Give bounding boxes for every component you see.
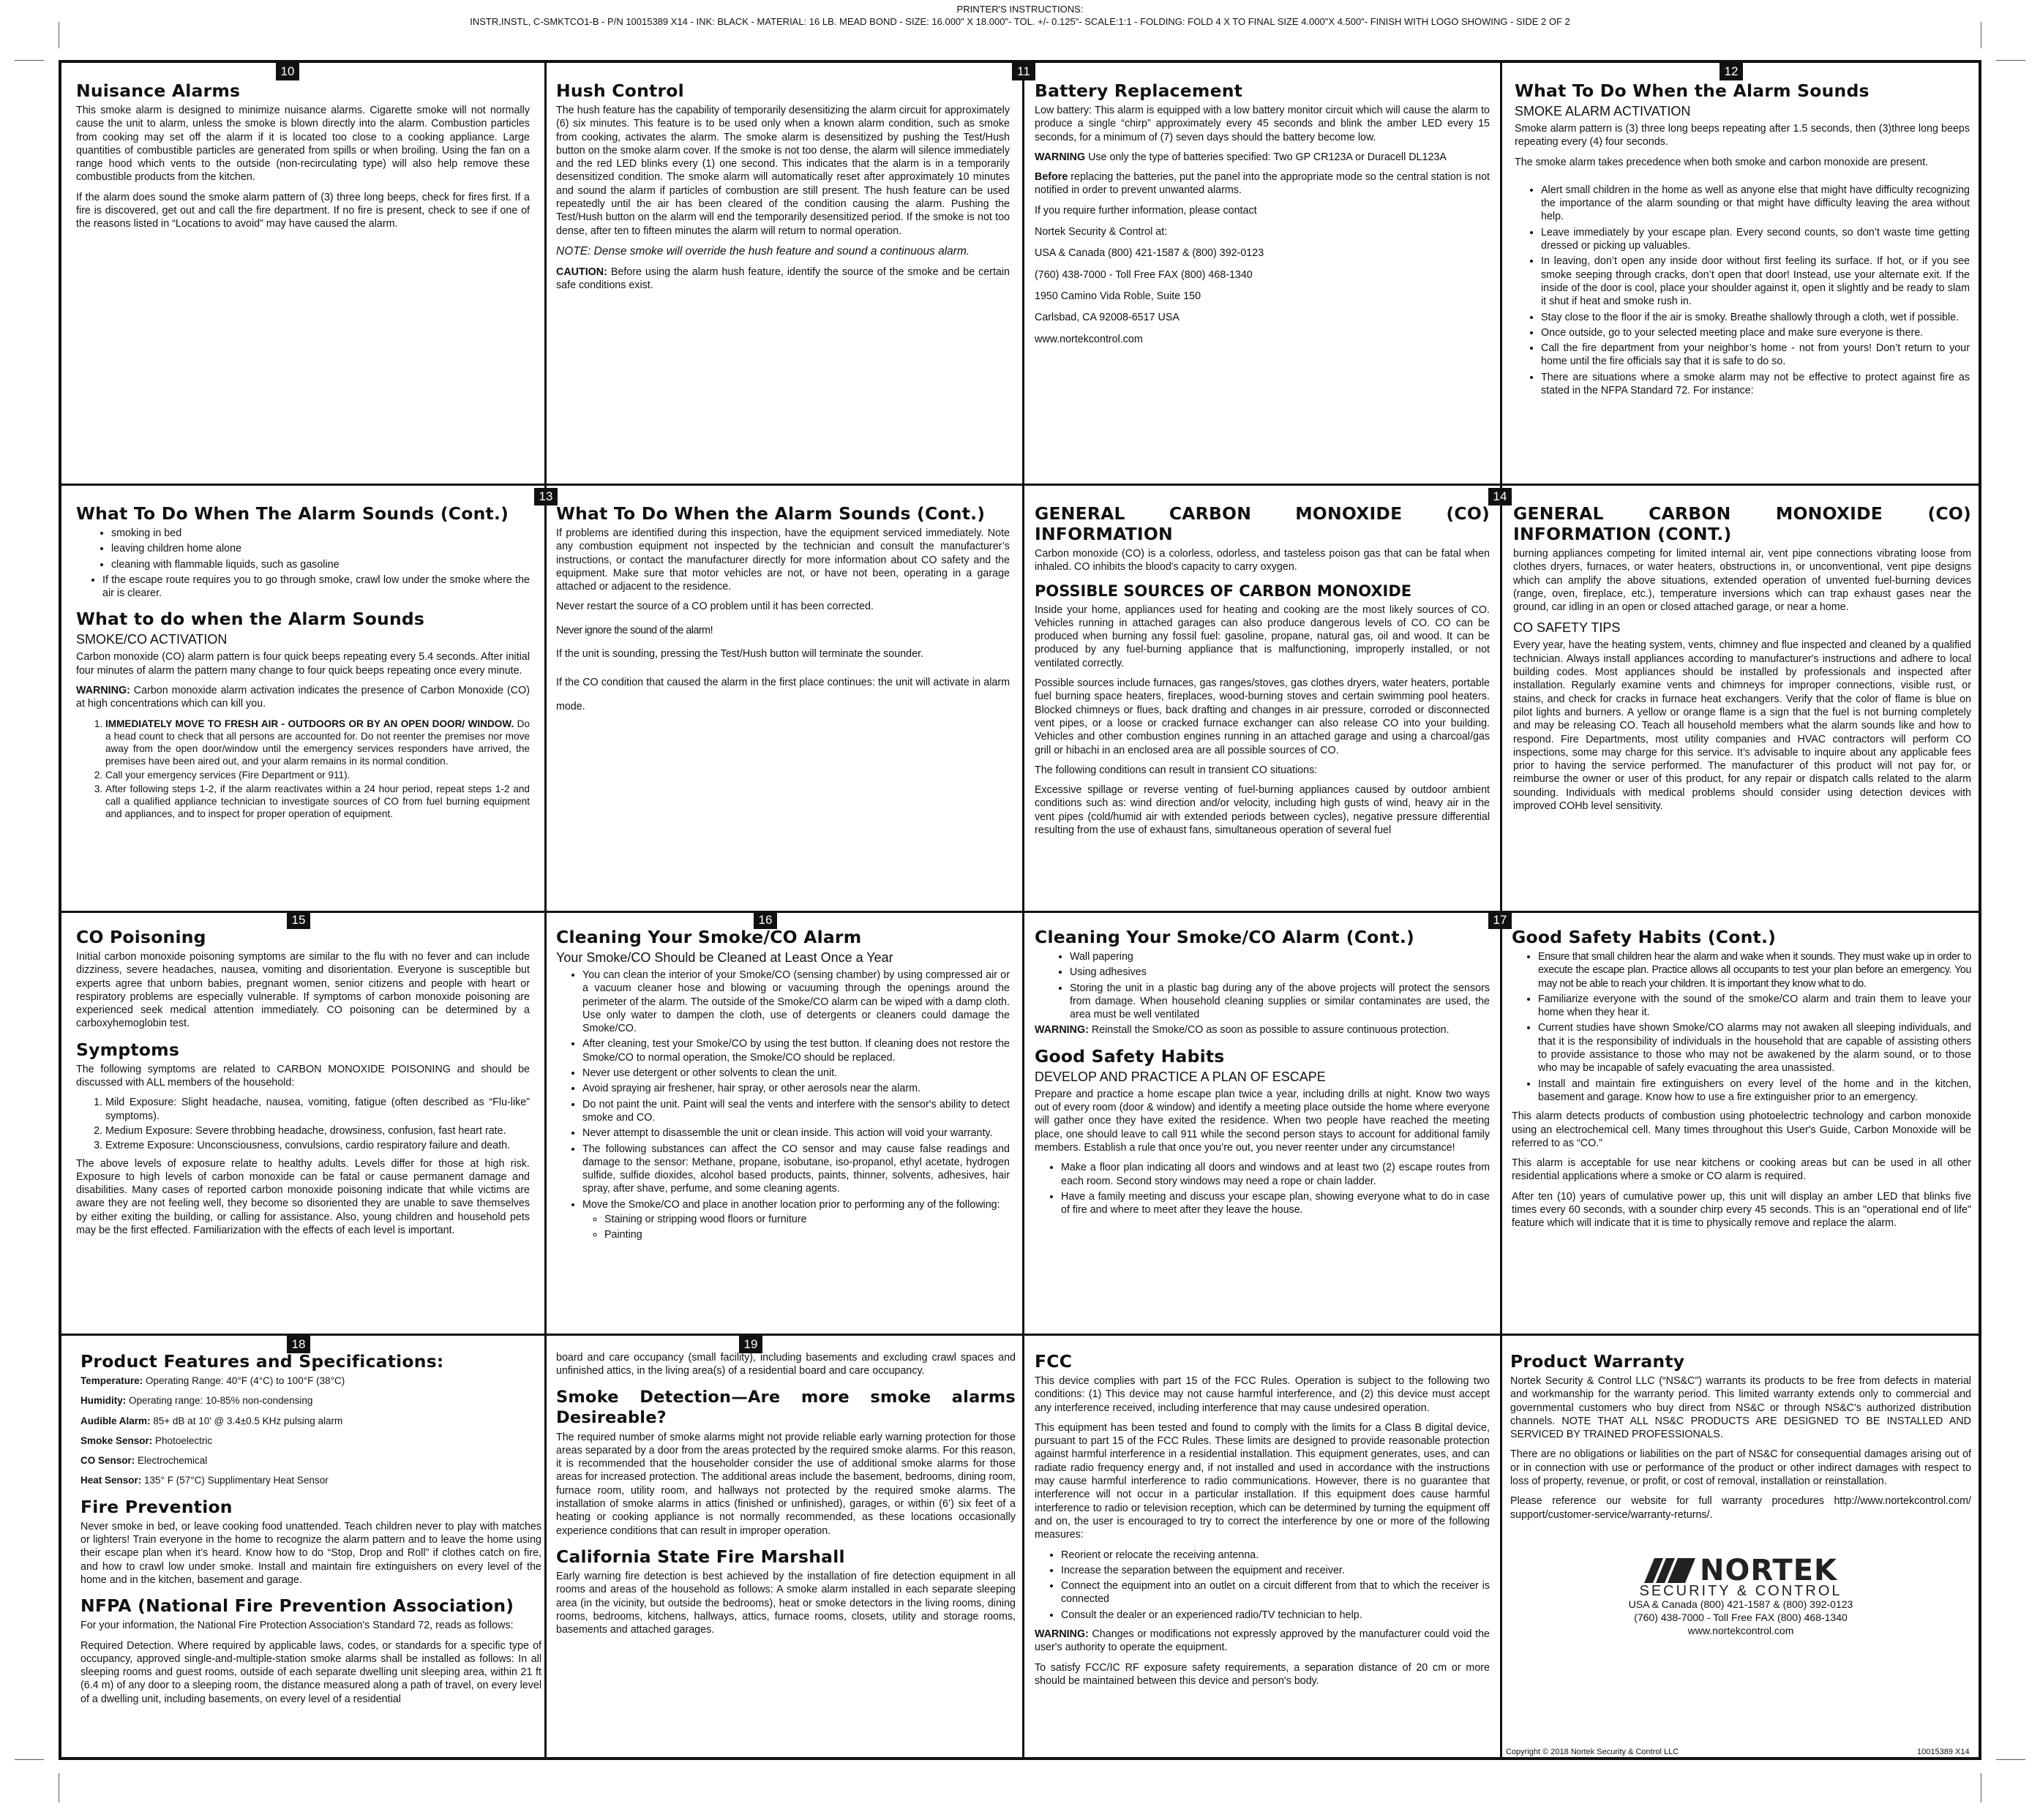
paragraph: Low battery: This alarm is equipped with a low battery monitor circuit which will cause the alarm to produce a single “chirp” approximately every 45 seconds and blink the amber LED every 15 seconds, for a minimum of (7) seven days should the battery become low. [1035, 105, 1490, 143]
page-number: 13 [534, 488, 558, 505]
subtitle: CO SAFETY TIPS [1513, 620, 1621, 636]
panel-co-information-cont [1513, 503, 1971, 906]
list-item: • You can clean the interior of your Smoke/CO (sensing chamber) by using compressed air or a vacuum cleaner hose and blowing or vacuuming through the openings around the perimeter of the alarm. The outside of the Smoke/CO alarm can be wiped with a damp cloth. Use only water to dampen the cloth, use of detergents or cleaners could damage the Smoke/CO. [582, 969, 1010, 1035]
page-number: 15 [287, 911, 310, 929]
warning [1035, 1628, 1490, 1655]
list-item: • Familiarize everyone with the sound of the smoke/CO alarm and train them to leave your home when they hear it. [1538, 993, 1971, 1020]
list-item: • Connect the equipment into an outlet on a circuit different from that to which the receiver is connected [1061, 1579, 1490, 1606]
bullet-list [1035, 950, 1490, 1021]
paragraph: This smoke alarm is designed to minimize nuisance alarms. Cigarette smoke will not normally cause the unit to alarm, unless the smoke is blown directly into the alarm. Combustion particles from cooking may set off the alarm if it is located too close to a cooking appliance. Large quantities of combustible particles are generated from spills or when broiling. Using the fan on a range hood which vents to the outside (non-recirculating type) will also help remove these combustible products from the kitchen. [76, 105, 530, 184]
section-title: Cleaning Your Smoke/CO Alarm (Cont.) [1035, 927, 1414, 947]
divider [61, 484, 1979, 486]
section-title: FCC [1035, 1351, 1073, 1372]
list-item: • After cleaning, test your Smoke/CO by using the test button. If cleaning does not restore the Smoke/CO to normal operation, the Smoke/CO should be replaced. [582, 1037, 1010, 1064]
list-item [105, 718, 530, 767]
page-number: 11 [1012, 63, 1035, 80]
spec-label: Audible Alarm: [80, 1415, 151, 1426]
list-item: 3. Extreme Exposure: Unconsciousness, convulsions, cardio respiratory failure and death. [105, 1139, 530, 1152]
panel-alarm-sounds-cont-2 [556, 503, 1010, 906]
paragraph: Possible sources include furnaces, gas ranges/stoves, gas clothes dryers, water heaters, portable fuel burning space heaters, fireplaces, wood-burning stoves and certain swimming pool heaters. Blocked chimneys or flues, back drafting and changes in air pressure, corroded or disconnected vent pipes, or a loose or cracked furnace exchanger can also release CO into your building. Vehicles and other combustion engines running in an attached garage and using a charcoal/gas grill or hibachi in an enclosed area are all possible sources of CO. [1035, 677, 1490, 756]
paragraph: If the CO condition that caused the alarm in the first place continues: the unit will activate in alarm mode. [556, 677, 1010, 713]
panel-alarm-sounds [1515, 80, 1970, 479]
paragraph: Never ignore the sound of the alarm! [556, 624, 713, 636]
paragraph: Excessive spillage or reverse venting of fuel-burning appliances caused by outdoor ambient conditions such as: wind direction and/or velocity, including high gusts of wind, heavy air in the vent pipes (cold/humid air with extended periods between cycles), negative pressure differential resulting from the use of exhaust fans, simultaneous operation of several fuel [1035, 784, 1490, 837]
spec-row [80, 1434, 541, 1448]
list-item: • Call the fire department from your neighbor’s home - not from yours! Don’t return to your home until the fire officials say that it is safe to do so. [1541, 342, 1970, 369]
list-item: • Leave immediately by your escape plan. Every second counts, so don’t waste time getting dressed or picking up valuables. [1541, 226, 1970, 253]
paragraph: The required number of smoke alarms might not provide reliable early warning protection for those areas separated by a door from the areas protected by the required smoke alarms. For this reason, it is recommended that the householder consider the use of additional smoke alarms for those areas for increased protection. The additional areas include the basement, bedrooms, dining room, furnace room, utility room, and hallways not protected by the required smoke alarms. The installation of smoke alarms in attics (finished or unfinished), garages, or within (6’) six feet of a heating or cooking appliance is not normally recommended, as these locations occasionally experience conditions that can result in improper operation. [556, 1431, 1016, 1537]
company: Nortek Security & Control at: [1035, 226, 1168, 238]
list-item: • Alert small children in the home as well as anyone else that might have difficulty recognizing the importance of the alarm sounding or that might have difficulty leaving the area without help. [1541, 184, 1970, 224]
crop-mark [15, 60, 44, 61]
page-number: 10 [276, 63, 299, 80]
list-item: • In leaving, don’t open any inside door without first feeling its surface. If hot, or if you see smoke seeping through cracks, don’t open that door! Instead, use your alternate exit. If the inside of the door is cool, place your shoulder against it, open it slightly and be ready to slam it shut if heat and smoke rush in. [1541, 255, 1970, 308]
paragraph: For your information, the National Fire Protection Association's Standard 72, reads as follows: [80, 1620, 514, 1632]
paragraph: Nortek Security & Control LLC (“NS&C”) warrants its products to be free from defects in material and workmanship for the warranty period. This limited warranty extends only to commercial and governmental customers who buy direct from NS&C or through NS&C's authorized distribution channels. NOTE THAT ALL NS&C PRODUCTS ARE DESIGNED TO BE INSTALLED AND SERVICED BY TRAINED PROFESSIONALS. [1510, 1375, 1971, 1441]
list-item: • smoking in bed [111, 527, 530, 540]
spec-row [80, 1415, 541, 1428]
list-item: • Do not paint the unit. Paint will seal the vents and interfere with the sensor's ability to detect smoke and CO. [582, 1098, 1010, 1125]
paragraph: This alarm is acceptable for use near kitchens or cooking areas but can be used in all other residential applications where a smoke or CO alarm is required. [1512, 1157, 1971, 1183]
paragraph: The smoke alarm takes precedence when both smoke and carbon monoxide are present. [1515, 156, 1929, 168]
page-number: 19 [739, 1336, 762, 1353]
crop-mark [1996, 60, 2025, 61]
page-number: 17 [1488, 911, 1512, 929]
paragraph: Never restart the source of a CO problem until it has been corrected. [556, 601, 874, 613]
contact-website[interactable]: www.nortekcontrol.com [1687, 1625, 1794, 1637]
subtitle: SMOKE ALARM ACTIVATION [1515, 104, 1691, 119]
page-number: 12 [1720, 63, 1743, 80]
before-text: replacing the batteries, put the panel into the appropriate mode so the central station is not notified in order to prevent unwanted alarms. [1035, 171, 1490, 197]
caution-label: CAUTION: [556, 266, 607, 278]
section-title: Battery Replacement [1035, 80, 1243, 101]
panel-product-features [80, 1351, 541, 1755]
section-title: Product Features and Specifications: [80, 1351, 444, 1372]
panel-product-warranty [1510, 1351, 1971, 1746]
section-title: What to do when the Alarm Sounds [76, 609, 425, 630]
contact-line: USA & Canada (800) 421-1587 & (800) 392-0123 [1628, 1598, 1853, 1611]
paragraph: The following symptoms are related to CARBON MONOXIDE POISONING and should be discussed with ALL members of the household: [76, 1063, 530, 1089]
section-title: What To Do When the Alarm Sounds (Cont.) [556, 503, 986, 524]
warning [1035, 151, 1490, 164]
list-item: • Once outside, go to your selected meeting place and make sure everyone is there. [1541, 326, 1970, 339]
phone: (760) 438-7000 - Toll Free FAX (800) 468-1340 [1035, 268, 1253, 281]
warning-text: Changes or modifications not expressly approved by the manufacturer could void the user's authority to operate the equipment. [1035, 1628, 1490, 1654]
spec-row [80, 1394, 541, 1407]
list-item: • Increase the separation between the equipment and receiver. [1061, 1564, 1490, 1577]
spec-value: Electrochemical [135, 1455, 208, 1467]
paragraph: This equipment has been tested and found to comply with the limits for a Class B digital device, pursuant to part 15 of the FCC Rules. These limits are designed to provide reasonable protection against harmful interference in a residential installation. This equipment generates, uses, and can radiate radio frequency energy and, if not installed and used in accordance with the instructions may cause harmful interference to radio communications. However, there is no guarantee that interference will not occur in a particular installation. If this equipment does cause harmful interference to radio or television reception, which can be determined by turning the equipment off and on, the user is encouraged to try to correct the interference by one or more of the following measures: [1035, 1421, 1490, 1541]
section-title: California State Fire Marshall [556, 1546, 845, 1567]
logo-tagline: SECURITY & CONTROL [1639, 1582, 1842, 1599]
warning [1035, 1023, 1490, 1037]
section-title: Symptoms [76, 1039, 180, 1060]
paragraph: The above levels of exposure relate to healthy adults. Levels differ for those at high risk. Exposure to high levels of carbon monoxide can be fatal or cause permanent damage and disabilities. Many cases of reported carbon monoxide poisoning indicate that while victims are aware they are not feeling well, they become so disoriented they are unable to save themselves by either exiting the building, or calling for assistance. Also, young children and household pets may be the first effected. Familiarization with the effects of each level is important. [76, 1157, 530, 1237]
panel-smoke-detection [556, 1351, 1016, 1755]
subtitle: DEVELOP AND PRACTICE A PLAN OF ESCAPE [1035, 1069, 1326, 1084]
paragraph: Every year, have the heating system, vents, chimney and flue inspected and cleaned by a qualified technician. Always install appliances according to manufacturer's instructions and adhere to local building codes. Most appliances should be installed by professionals and inspected after installation. Regularly examine vents and chimneys for improper connections, visible rust, or stains, and check for cracks in furnace heat exchangers. Verify that the color of flame is blue on pilot lights and burners. A yellow or orange flame is a sign that the fuel is not burning completely and may be releasing CO. Teach all household members what the alarm sounds like and how to respond. Fire Departments, most utility companies and HVAC contractors will perform CO inspections, some may charge for this service. It’s advisable to inquire about any applicable fees prior to having the service performed. The manufacturer of this product will not pay for, or reimburse the owner or user of this product, for any repair or dispatch calls related to the alarm sounding. Individuals with medical problems should consider using detection devices with improved COHb level sensitivity. [1513, 639, 1971, 813]
section-title: Good Safety Habits (Cont.) [1512, 927, 1777, 947]
bullet-list [1035, 1549, 1490, 1622]
list-item: • Ensure that small children hear the alarm and wake when it sounds. They must wake up in order to execute the escape plan. Practice allows all occupants to test your plan before an emergency. You may not be able to reach your children. It is important they know what to do. [1538, 950, 1971, 990]
spec-value: Photoelectric [152, 1434, 213, 1446]
subtitle: Your Smoke/CO Should be Cleaned at Least Once a Year [556, 950, 893, 965]
paragraph: If the unit is sounding, pressing the Test/Hush button will terminate the sounder. [556, 648, 924, 661]
list-item: • Reorient or relocate the receiving antenna. [1061, 1549, 1490, 1562]
subtitle: SMOKE/CO ACTIVATION [76, 632, 228, 647]
paragraph: Early warning fire detection is best achieved by the installation of fire detection equipment in all rooms and areas of the household as follows: A smoke alarm installed in each separate sleeping area (in the vicinity, but outside the bedrooms), heat or smoke detectors in the living rooms, dining rooms, bedrooms, kitchens, hallways, attics, furnace rooms, closets, utility and storage rooms, basements and attached garages. [556, 1570, 1016, 1636]
paragraph: The hush feature has the capability of temporarily desensitizing the alarm circuit for approximately (6) six minutes. This feature is to be used only when a known alarm condition, such as smoke from cooking, activates the alarm. The smoke alarm is desensitized by pushing the Test/Hush button on the smoke alarm cover. If the smoke is not too dense, the alarm will silence immediately and the red LED blinks every (1) one second. This indicates that the alarm is in a temporarily desensitized condition. The smoke alarm will automatically reset after approximately 10 minutes and sound the alarm if particles of combustion are still present. The hush feature can be used repeatedly until the air has been cleared of the condition causing the alarm. Pushing the Test/Hush button on the alarm will end the temporarily desensitized period. If the smoke is not too dense, after ten to fifteen minutes the alarm will return to normal operation. [556, 105, 1010, 237]
page-number: 14 [1488, 488, 1512, 505]
nortek-chevron-icon [1644, 1558, 1695, 1583]
list-item: • There are situations where a smoke alarm may not be effective to protect against fire as stated in the NFPA Standard 72. For instance: [1541, 371, 1970, 398]
spec-value: Operating range: 10-85% non-condensing [126, 1395, 313, 1407]
list-item: • Have a family meeting and discuss your escape plan, showing everyone what to do in case of fire and where to meet after they leave the house. [1061, 1190, 1490, 1217]
paragraph: To satisfy FCC/IC RF exposure safety requirements, a separation distance of 20 cm or more should be maintained between this device and person's body. [1035, 1661, 1490, 1687]
list-item: 3. After following steps 1-2, if the alarm reactivates within a 24 hour period, repeat steps 1-2 and call a qualified appliance technician to investigate sources of CO from fuel burning equipment and appliances, and to inspect for proper operation of equipment. [105, 783, 530, 820]
section-title: What To Do When The Alarm Sounds (Cont.) [76, 503, 509, 524]
paragraph: After ten (10) years of cumulative power up, this unit will display an amber LED that blinks five times every 60 seconds, with a sounder chirp every 45 seconds. This is an "operational end of life" feature which will indicate that it is time to physically remove and replace the alarm. [1512, 1190, 1971, 1230]
list-item: • leaving children home alone [111, 542, 530, 555]
printer-heading: PRINTER'S INSTRUCTIONS: [956, 4, 1084, 15]
numbered-list [76, 718, 530, 820]
list-item: • Never attempt to disassemble the unit or clean inside. This action will void your warranty. [582, 1127, 1010, 1140]
section-title: GENERAL CARBON MONOXIDE (CO) INFORMATION (CONT.) [1513, 503, 1971, 544]
list-item: • If the escape route requires you to go through smoke, crawl low under the smoke where the air is clearer. [102, 574, 530, 601]
paragraph: board and care occupancy (small facility), including basements and excluding crawl spaces and unfinished attics, in the living area(s) of a residential board and care occupancy. [556, 1352, 1016, 1377]
paragraph: Initial carbon monoxide poisoning symptoms are similar to the flu with no fever and can include dizziness, severe headaches, nausea, vomiting and disorientation. Everyone is susceptible but experts agree that unborn babies, pregnant women, senior citizens and people with heart or respiratory problems are especially vulnerable. If symptoms of carbon monoxide poisoning are experienced seek medical attention immediately. CO poisoning can be determined by a carboxyhemoglobin test. [76, 951, 530, 1030]
spec-row [80, 1474, 541, 1487]
bullet-list [1035, 1161, 1490, 1217]
bullet-list [76, 574, 530, 601]
warning-label: WARNING [1035, 151, 1086, 163]
spec-label: Temperature: [80, 1375, 143, 1386]
warning-text: Use only the type of batteries specified: Two GP CR123A or Duracell DL123A [1085, 151, 1447, 163]
section-title: Fire Prevention [80, 1496, 233, 1517]
logo-brand: NORTEK [1699, 1553, 1838, 1587]
list-item: • Stay close to the floor if the air is smoky. Breathe shallowly through a cloth, wet if possible. [1541, 311, 1970, 324]
note: NOTE: Dense smoke will override the hush feature and sound a continuous alarm. [556, 244, 970, 257]
part-number: 10015389 X14 [1917, 1748, 1970, 1756]
address: 1950 Camino Vida Roble, Suite 150 [1035, 290, 1201, 302]
panel-cleaning [556, 927, 1010, 1333]
website[interactable]: www.nortekcontrol.com [1035, 333, 1143, 345]
list-item: • Wall papering [1070, 950, 1490, 963]
contact-line: (760) 438-7000 - Toll Free FAX (800) 468-1340 [1634, 1612, 1848, 1624]
panel-hush-control [556, 80, 1010, 479]
logo-wordmark [1510, 1553, 1971, 1587]
paragraph: Inside your home, appliances used for heating and cooking are the most likely sources of CO. Vehicles running in attached garages can also produce dangerous levels of CO. CO can be produced when burning any fossil fuel: gasoline, propane, natural gas, oil and wood. It can be produced by any fuel-burning appliance that is malfunctioning, improperly installed, or not ventilated correctly. [1035, 603, 1490, 669]
step-bold: IMMEDIATELY MOVE TO FRESH AIR - OUTDOORS OR BY AN OPEN DOOR/ WINDOW. [105, 718, 514, 729]
warning-label: WARNING: [1035, 1024, 1089, 1037]
warning [76, 684, 530, 711]
spec-row [80, 1375, 541, 1388]
list-item: • Using adhesives [1070, 966, 1490, 979]
spec-value: 135° F (57°C) Supplimentary Heat Sensor [141, 1475, 329, 1486]
section-title: NFPA (National Fire Prevention Association) [80, 1595, 514, 1617]
section-title: Hush Control [556, 80, 684, 101]
list-item [582, 1198, 1010, 1242]
section-title: GENERAL CARBON MONOXIDE (CO) INFORMATION [1035, 503, 1490, 544]
paragraph: If the alarm does sound the smoke alarm pattern of (3) three long beeps, check for fires first. If a fire is discovered, get out and call the fire department. If no fire is present, check to see if one of the reasons listed in “Locations to avoid” may have caused the alarm. [76, 191, 530, 230]
divider [1022, 63, 1024, 1757]
panel-cleaning-cont [1035, 927, 1490, 1333]
caution [556, 266, 1010, 293]
numbered-list [76, 1096, 530, 1152]
step-text: Do a head count to check that all persons are accounted for. Do not reenter the premises nor move away from the open door/window until the emergency services responders have arrived, the premises have been aired out, and your alarm remains in its normal condition. [105, 718, 530, 767]
list-item: ◦ Staining or stripping wood floors or furniture [604, 1213, 1010, 1226]
paragraph: This alarm detects products of combustion using photoelectric technology and carbon monoxide using an electrochemical cell. Many times throughout this User's Guide, Carbon Monoxide will be referred to as “CO.” [1512, 1110, 1971, 1149]
panel-safety-habits-cont [1512, 927, 1971, 1333]
spec-value: Operating Range: 40°F (4°C) to 100°F (38°C) [143, 1375, 345, 1386]
list-item: 1. Mild Exposure: Slight headache, nausea, vomiting, fatigue (often described as “Flu-like” symptoms). [105, 1096, 530, 1123]
paragraph: If problems are identified during this inspection, have the equipment serviced immediately. Note any combustion equipment not inspected by the technician and consult the manufacturer’s instructions, or contact the manufacturer directly for more information about CO safety and the equipment. Make sure that motor vehicles are not, or have not been, operating in a garage attached or adjacent to the residence. [556, 527, 1010, 593]
warning-label: WARNING: [1035, 1628, 1089, 1641]
panel-nuisance-alarms [76, 80, 530, 479]
list-item: • Install and maintain fire extinguishers on every level of the home and in the kitchen, basement and garage. Know how to use a fire extinguisher prior to an emergency. [1538, 1078, 1971, 1105]
paragraph: The following conditions can result in transient CO situations: [1035, 764, 1318, 776]
before [1035, 170, 1490, 198]
bullet-list [1512, 950, 1971, 1104]
section-title: Good Safety Habits [1035, 1045, 1225, 1067]
bullet-list [76, 527, 530, 571]
panel-co-information [1035, 503, 1490, 906]
panel-co-poisoning [76, 927, 530, 1333]
nortek-logo [1510, 1553, 1971, 1637]
list-item: • Avoid spraying air freshener, hair spray, or other aerosols near the alarm. [582, 1082, 1010, 1095]
phone: USA & Canada (800) 421-1587 & (800) 392-0123 [1035, 247, 1264, 260]
list-item: • Storing the unit in a plastic bag during any of the above projects will protect the sensors from damage. When household cleaning supplies or similar contaminates are used, the area must be well ventilated [1070, 982, 1490, 1022]
paragraph: Please reference our website for full warranty procedures http://www.nortekcontrol.com/ support/customer-service/warranty-returns/. [1510, 1495, 1971, 1521]
paragraph: Carbon monoxide (CO) is a colorless, odorless, and tasteless poison gas that can be fatal when inhaled. CO inhibits the blood's capacity to carry oxygen. [1035, 548, 1490, 574]
paragraph: Smoke alarm pattern is (3) three long beeps repeating after 1.5 seconds, then (3)three long beeps repeating every (4) four seconds. [1515, 123, 1970, 148]
spec-label: Heat Sensor: [80, 1475, 142, 1486]
panel-fcc [1035, 1351, 1490, 1755]
list-item: • Never use detergent or other solvents to clean the unit. [582, 1067, 1010, 1080]
list-item: ◦ Painting [604, 1228, 1010, 1241]
list-item: • Make a floor plan indicating all doors and windows and at least two (2) escape routes from each room. Second story windows may need a rope or chain ladder. [1061, 1161, 1490, 1188]
before-label: Before [1035, 171, 1068, 184]
spec-label: Smoke Sensor: [80, 1434, 153, 1446]
crop-mark [15, 1759, 44, 1760]
printer-instructions [0, 3, 2040, 28]
printer-text: INSTR,INSTL, C-SMKTCO1-B - P/N 10015389 X14 - INK: BLACK - MATERIAL: 16 LB. MEAD BOND - SIZE: 16.000" X 18.000"- TOL. +/- 0.125"- SCALE:1:1 - FOLDING: FOLD 4 X TO FINAL SIZE 4.000"X 4.500"- FINISH WITH LOGO SHOWING - SIDE 2 OF 2 [470, 16, 1570, 27]
section-title: Cleaning Your Smoke/CO Alarm [556, 927, 862, 947]
divider [61, 911, 1979, 913]
list-item: • The following substances can affect the CO sensor and may cause false readings and damage to the sensor: Methane, propane, isobutane, iso-propanol, ethyl acetate, hydrogen sulfide, sulfide dioxides, alcohol based products, paints, thinner, solvents, adhesives, hair spray, after shave, perfume, and some cleaning agents. [582, 1143, 1010, 1196]
list-item: 2. Call your emergency services (Fire Department or 911). [105, 769, 530, 781]
list-item: • Current studies have shown Smoke/CO alarms may not awaken all sleeping individuals, and that it is the responsibility of individuals in the household that are capable of assisting others to provide assistance to those who may not be awakened by the alarm sound, or to those who may be incapable of safely evacuating the area unassisted. [1538, 1021, 1971, 1075]
paragraph: Prepare and practice a home escape plan twice a year, including drills at night. Know two ways out of every room (door & window) and identify a meeting place outside the home where everyone will gather once they have exited the residence. When two people have reached the meeting place, one should leave to call 911 while the second person stays to account for additional family members. Establish a rule that once you’re out, you never reenter under any circumstance! [1035, 1088, 1490, 1154]
bullet-list [582, 1213, 1010, 1242]
list-item: • cleaning with flammable liquids, such as gasoline [111, 558, 530, 571]
address: Carlsbad, CA 92008-6517 USA [1035, 312, 1180, 324]
section-title: Product Warranty [1510, 1351, 1685, 1372]
divider [61, 1334, 1979, 1336]
warning-label: WARNING: [76, 685, 130, 697]
panel-battery-replacement [1035, 80, 1490, 479]
bullet-list [1515, 184, 1970, 397]
paragraph: There are no obligations or liabilities on the part of NS&C for consequential damages arising out of or in connection with use or performance of the product or other indirect damages with respect to loss of property, revenue, or profit, or cost of removal, installation or reinstallation. [1510, 1448, 1971, 1488]
section-title: Smoke Detection—Are more smoke alarms Desireable? [556, 1387, 1016, 1427]
section-title: Nuisance Alarms [76, 80, 241, 101]
list-item: 2. Medium Exposure: Severe throbbing headache, drowsiness, confusion, fast heart rate. [105, 1124, 530, 1138]
paragraph: This device complies with part 15 of the FCC Rules. Operation is subject to the following two conditions: (1) This device may not cause harmful interference, and (2) this device must accept any interference received, including interference that may cause undesired operation. [1035, 1375, 1490, 1414]
paragraph: If you require further information, please contact [1035, 204, 1257, 217]
spec-label: Humidity: [80, 1395, 127, 1407]
page-number: 18 [287, 1336, 310, 1353]
paragraph: Required Detection. Where required by applicable laws, codes, or standards for a specific type of occupancy, approved single-and-multiple-station smoke alarms shall be installed as follows: In all sleeping rooms and guest rooms, outside of each separate dwelling unit sleeping area, within 21 ft (6.4 m) of any door to a sleeping room, the distance measured along a path of travel, on every level of a dwelling unit, including basements, on every level of a residential [80, 1639, 541, 1705]
spec-row [80, 1454, 541, 1467]
paragraph: burning appliances competing for limited internal air, vent pipe connections vibrating loose from clothes dryers, furnaces, or water heaters, obstructions in, or unconventional, vent pipe designs which can amplify the above situations, extended operation of unvented fuel-burning devices (range, oven, fireplace, etc.), temperature inversions which can trap exhaust gases near the ground, car idling in an open or closed attached garage, or near a home. [1513, 548, 1971, 614]
divider [1500, 63, 1502, 1757]
paragraph: Never smoke in bed, or leave cooking food unattended. Teach children never to play with matches or lighters! Train everyone in the home to recognize the alarm pattern and to leave the home using their escape plan when it’s heard. Know how to do “Stop, Drop and Roll” if clothes catch on fire, and how to crawl low under smoke. Install and maintain fire extinguishers on every level of the home and in the kitchen, basement and garage. [80, 1520, 541, 1586]
spec-value: 85+ dB at 10' @ 3.4±0.5 KHz pulsing alarm [150, 1415, 343, 1426]
copyright: Copyright © 2018 Nortek Security & Control LLC [1506, 1748, 1679, 1756]
crop-mark [1996, 1759, 2025, 1760]
page-number: 16 [754, 911, 777, 929]
divider [544, 63, 547, 1757]
paragraph: Carbon monoxide (CO) alarm pattern is four quick beeps repeating every 5.4 seconds. After initial four minutes of alarm the pattern many change to four quick beeps repeating once every minute. [76, 651, 530, 677]
section-title: What To Do When the Alarm Sounds [1515, 80, 1870, 101]
caution-text: Before using the alarm hush feature, identify the source of the smoke and be certain safe conditions exist. [556, 266, 1010, 292]
warning-text: Reinstall the Smoke/CO as soon as possible to assure continuous protection. [1088, 1024, 1450, 1037]
warning-text: Carbon monoxide alarm activation indicates the presence of Carbon Monoxide (CO) at high concentrations which can kill you. [76, 685, 530, 710]
bullet-list [556, 969, 1010, 1242]
panel-alarm-sounds-cont [76, 503, 530, 906]
list-item-text: Move the Smoke/CO and place in another location prior to performing any of the following: [582, 1198, 1000, 1211]
list-item: • Consult the dealer or an experienced radio/TV technician to help. [1061, 1609, 1490, 1622]
spec-label: CO Sensor: [80, 1455, 135, 1467]
section-title: CO Poisoning [76, 927, 206, 947]
section-title: POSSIBLE SOURCES OF CARBON MONOXIDE [1035, 582, 1412, 600]
